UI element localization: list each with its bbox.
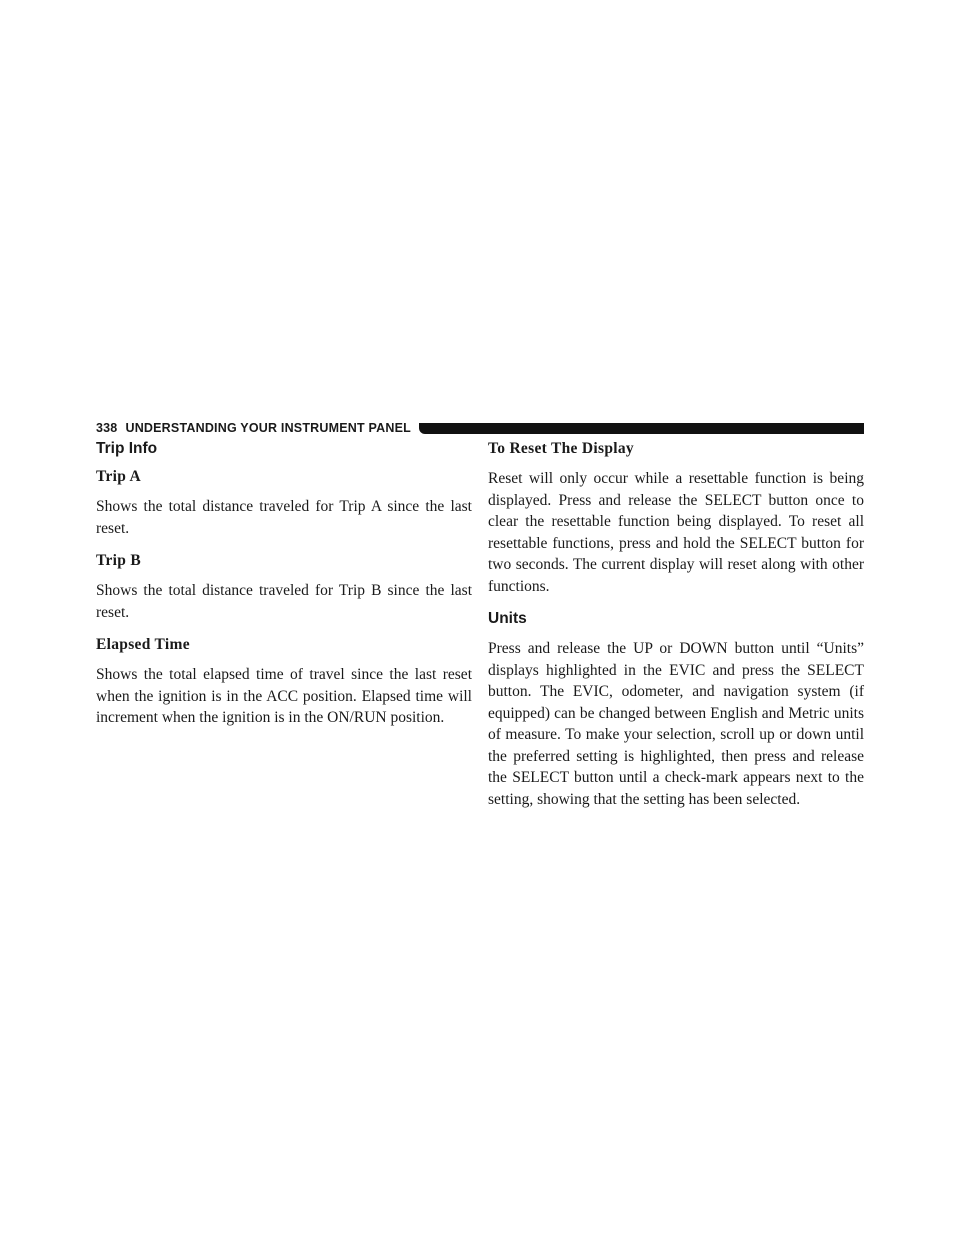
reset-display-text: Reset will only occur while a resettable function is being displayed. Press and release the SELECT button once to clear the resettable function being displayed. To reset all resettable functions, press and hold the SELECT button for two seconds. The current display will reset along with other functions. bbox=[488, 470, 864, 595]
reset-display-heading: To Reset The Display bbox=[488, 440, 634, 457]
elapsed-time-heading: Elapsed Time bbox=[96, 636, 190, 653]
trip-a-heading: Trip A bbox=[96, 468, 142, 485]
running-header bbox=[96, 419, 864, 437]
section-title: UNDERSTANDING YOUR INSTRUMENT PANEL bbox=[125, 421, 411, 435]
header-rule bbox=[419, 423, 864, 434]
right-column bbox=[488, 440, 864, 823]
trip-b-text: Shows the total distance traveled for Trip B since the last reset. bbox=[96, 582, 472, 621]
page-number: 338 bbox=[96, 421, 118, 435]
elapsed-time-text: Shows the total elapsed time of travel since the last reset when the ignition is in the ACC position. Elapsed time will increment when the ignition is in the ON/RUN position. bbox=[96, 666, 472, 726]
left-column bbox=[96, 440, 472, 742]
units-text: Press and release the UP or DOWN button until “Units” displays highlighted in the EVIC and press the SELECT button. The EVIC, odometer, and navigation system (if equipped) can be changed between English and Metric units of measure. To make your selection, scroll up or down until the preferred setting is highlighted, then press and release the SELECT button until a check-mark appears next to the setting, showing that the setting has been selected. bbox=[488, 640, 864, 808]
trip-a-text: Shows the total distance traveled for Trip A since the last reset. bbox=[96, 498, 472, 537]
units-heading: Units bbox=[488, 610, 527, 627]
trip-b-heading: Trip B bbox=[96, 552, 142, 569]
trip-info-heading: Trip Info bbox=[96, 440, 158, 457]
